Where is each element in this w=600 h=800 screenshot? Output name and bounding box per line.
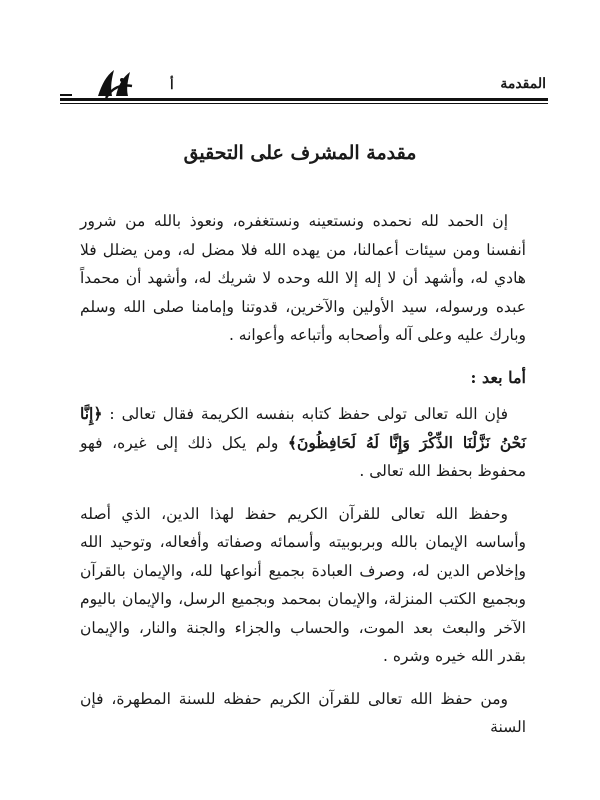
paragraph-text: ولم يكل ذلك إلى غيره، فهو محفوظ بحفظ الله تعالى . [80,433,526,480]
header-left-tick [60,94,72,96]
paragraph-quran-preservation [80,400,526,486]
body-text [80,207,526,748]
header-rule-thin [60,103,548,104]
running-header [60,66,548,106]
paragraph-intro: إن الحمد لله نحمده ونستعينه ونستغفره، ونعوذ بالله من شرور أنفسنا ومن سيئات أعمالنا، من يهده الله فلا مضل له، ومن يضلل فلا هادي له، وأشهد أن لا إله إلا الله وحده لا شريك له، وأشهد أن محمداً عبده ورسوله، سيد الأولين والآخرين، قدوتنا وإمامنا صلى الله وسلم وبارك عليه وعلى آله وأصحابه وأتباعه وأعوانه . [80,212,526,344]
amma-baad-heading: أما بعد : [470,367,526,387]
page-number: أ [170,78,174,93]
header-rule-thick [60,98,548,101]
quran-bracket-open: ﴿ [93,404,103,423]
chapter-heading: مقدمة المشرف على التحقيق [183,142,417,164]
paragraph-sunnah: ومن حفظ الله تعالى للقرآن الكريم حفظه للسنة المطهرة، فإن السنة [80,689,526,736]
quran-bracket-close: ﴾ [287,432,298,452]
paragraph-text: فإن الله تعالى تولى حفظ كتابه بنفسه الكريمة فقال تعالى : [102,405,508,423]
paragraph-religion-preservation: وحفظ الله تعالى للقرآن الكريم حفظ لهذا الدين، الذي أصله وأساسه الإيمان بالله وبربوبيته وأسمائه وصفاته وأفعاله، وتوحيد الله وإخلاص الدين له، وصرف العبادة بجميع أنواعها لله، والإيمان بالقرآن وبجميع الكتب المنزلة، والإيمان بمحمد وبجميع الرسل، والإيمان باليوم الآخر والبعث بعد الموت، والحساب والجزاء والجنة والنار، والإيمان بقدر الله خيره وشره . [80,504,526,665]
quran-verse: إِنَّا نَحْنُ نَزَّلْنَا الذِّكْرَ وَإِنَّا لَهُ لَحَافِظُونَ [80,404,526,452]
running-section-title: المقدمة [500,76,546,92]
